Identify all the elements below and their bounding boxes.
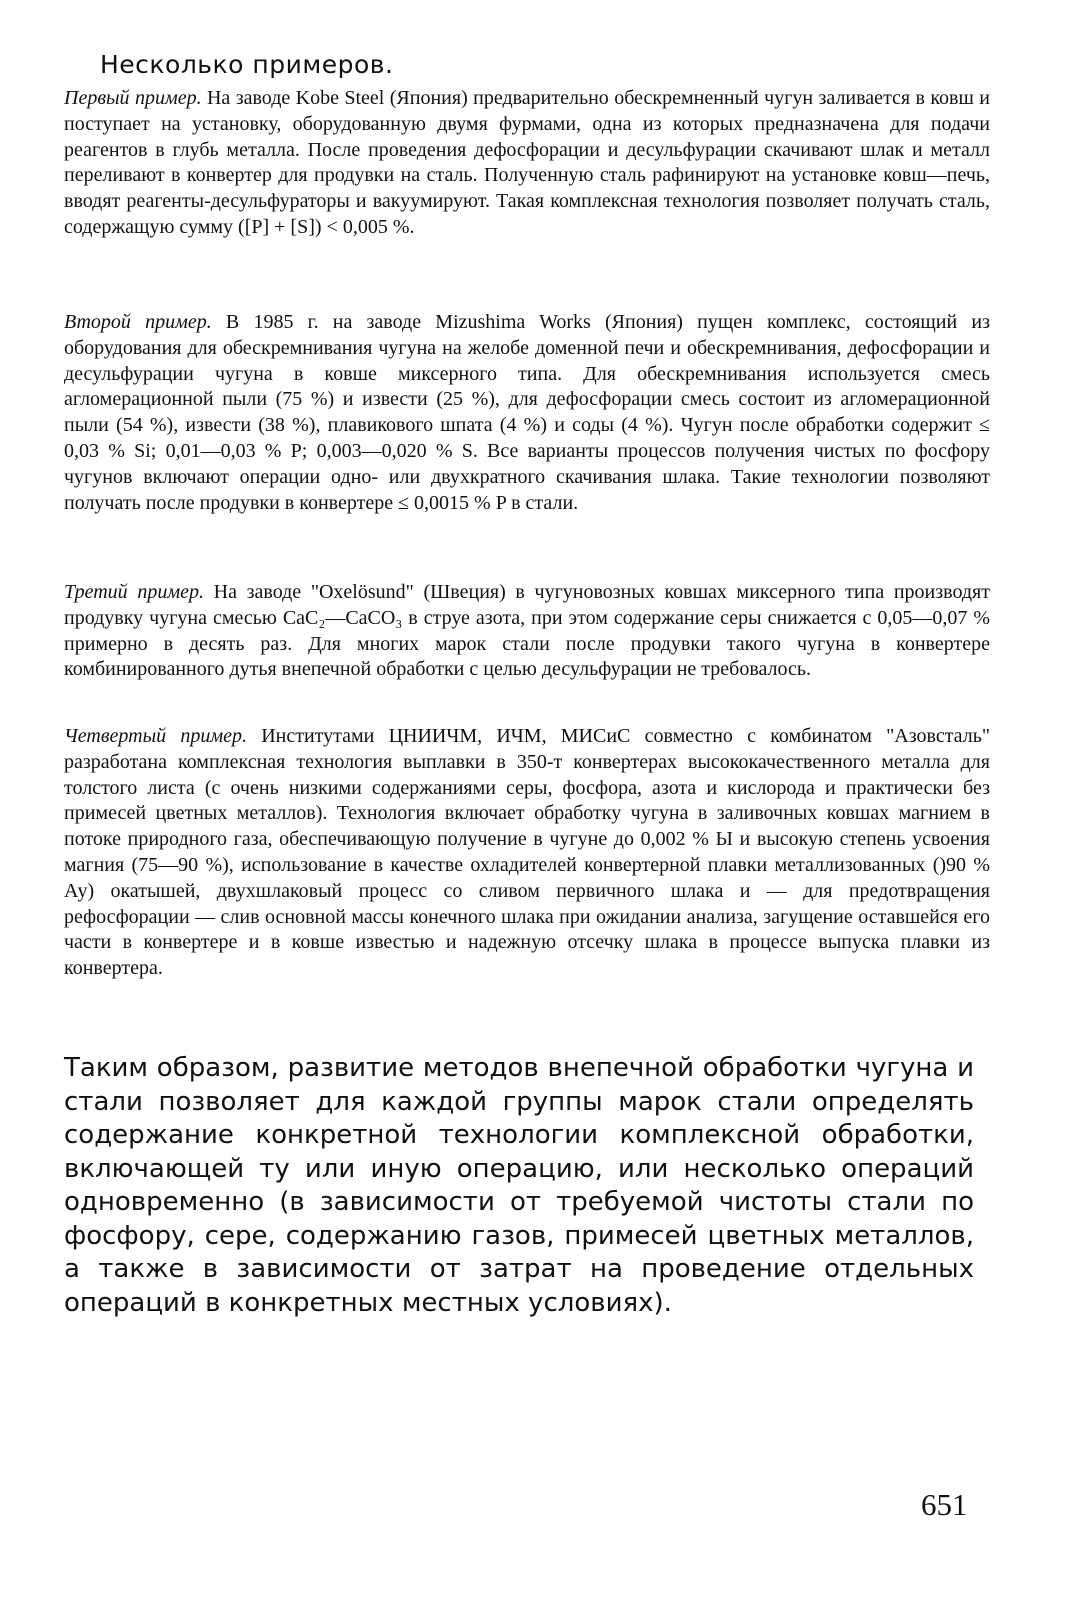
section-heading: Несколько примеров. (100, 50, 394, 79)
page-number: 651 (921, 1487, 968, 1522)
conclusion-paragraph: Таким образом, развитие методов внепечной обработки чугуна и стали позволяет для каждой группы марок стали определять содержание конкретной технологии комплексной обработки, включающей ту или иную операцию, или несколько операций одновременно (в зависимости от требуемой чистоты стали по фосфору, сере, содержанию газов, примесей цветных металлов, а также в зависимости от затрат на проведение отдельных операций в конкретных местных условиях). (64, 1053, 974, 1318)
example-paragraph-4 (64, 724, 990, 982)
example-text-1: На заводе Kobe Steel (Япония) предварительно обескремненный чугун заливается в ковш и поступает на установку, оборудованную двумя фурмами, одна из которых предназначена для подачи реагентов в глубь металла. После проведения дефосфорации и десульфурации скачивают шлак и металл переливают в конвертер для продувки на сталь. Полученную сталь рафинируют на установке ковш—печь, вводят реагенты-десульфураторы и вакуумируют. Такая комплексная технология позволяет получать сталь, содержащую сумму ([P] + [S]) < 0,005 %. (64, 87, 991, 238)
example-lead-1: Первый пример. (64, 87, 202, 109)
example-lead-3: Третий пример. (64, 581, 204, 603)
example-lead-4: Четвертый пример. (64, 725, 247, 747)
example-text-3: На заводе "Oxelösund" (Швеция) в чугуновозных ковшах миксерного типа производят продувку чугуна смесью CaC₂—CaCO₃ в струе азота, при этом содержание серы снижается с 0,05—0,07 % примерно в десять раз. Для многих марок стали после продувки такого чугуна в конвертере комбинированного дутья внепечной обработки с целью десульфурации не требовалось. (64, 581, 991, 681)
example-text-2: В 1985 г. на заводе Mizushima Works (Япония) пущен комплекс, состоящий из оборудования для обескремнивания чугуна на желобе доменной печи и обескремнивания, дефосфорации и десульфурации чугуна в ковше миксерного типа. Для обескремнивания используется смесь агломерационной пыли (75 %) и извести (25 %), для дефосфорации смесь состоит из агломерационной пыли (54 %), извести (38 %), плавикового шпата (4 %) и соды (4 %). Чугун после обработки содержит ≤ 0,03 % Si; 0,01—0,03 % P; 0,003—0,020 % S. Все варианты процессов получения чистых по фосфору чугунов включают операции одно- или двухкратного скачивания шлака. Такие технологии позволяют получать после продувки в конвертере ≤ 0,0015 % P в стали. (64, 311, 990, 514)
example-text-4: Институтами ЦНИИЧМ, ИЧМ, МИСиС совместно с комбинатом "Азовсталь" разработана комплексная технология выплавки в 350-т конвертерах высококачественного металла для толстого листа (с очень низкими содержаниями серы, фосфора, азота и кислорода и практически без примесей цветных металлов). Технология включает обработку чугуна в заливочных ковшах магнием в потоке природного газа, обеспечивающую получение в чугуне до 0,002 % Ы и высокую степень усвоения магния (75—90 %), использование в качестве охладителей конвертерной плавки металлизованных ()90 % Ау) окатышей, двухшлаковый процесс со сливом первичного шлака и — для предотвращения рефосфорации — слив основной массы конечного шлака при ожидании анализа, загущение оставшейся его части в конвертере и в ковше известью и надежную отсечку шлака в процессе выпуска плавки из конвертера. (64, 725, 991, 980)
example-paragraph-1 (64, 86, 990, 241)
example-paragraph-2 (64, 310, 990, 516)
example-paragraph-3 (64, 580, 990, 683)
example-lead-2: Второй пример. (64, 311, 212, 333)
